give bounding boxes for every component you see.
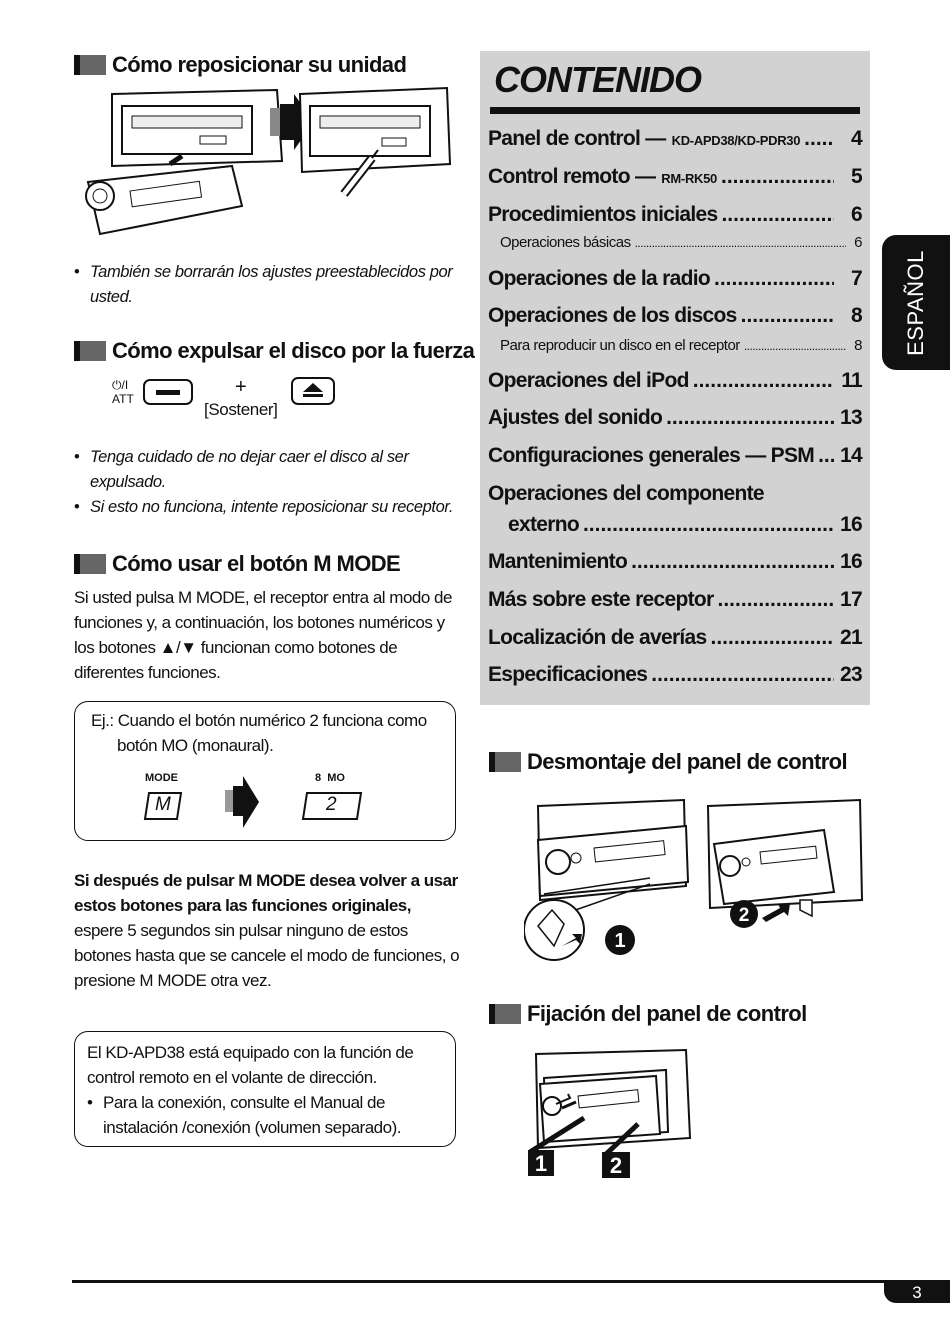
m-key-label: M bbox=[155, 794, 171, 815]
attach-illustration bbox=[526, 1048, 696, 1178]
toc-label: Panel de control — bbox=[488, 127, 666, 150]
example-box bbox=[74, 701, 456, 841]
toc-leader bbox=[741, 304, 834, 328]
mmode-body: Si usted pulsa M MODE, el receptor entra al modo de funciones y, a continuación, los botones numéricos y los botones ▲/▼ funcionan como botones de diferentes funciones. bbox=[74, 588, 452, 682]
detach-illustration bbox=[524, 796, 868, 968]
section-heading-mmode bbox=[74, 551, 400, 577]
toc-label: Más sobre este receptor bbox=[488, 588, 714, 611]
toc-page: 4 bbox=[851, 127, 862, 150]
eject-button-icon bbox=[290, 376, 336, 406]
note-text: Si esto no funciona, intente reposicionar su receptor. bbox=[90, 498, 454, 516]
remote-info-bullet: • Para la conexión, consulte el Manual de instalación /conexión (volumen separado). bbox=[87, 1090, 451, 1140]
language-label: ESPAÑOL bbox=[903, 249, 928, 356]
toc-page: 16 bbox=[840, 513, 862, 536]
toc-page: 11 bbox=[841, 369, 862, 392]
note-text: También se borrarán los ajustes preestablecidos por usted. bbox=[90, 263, 453, 306]
example-line-2: botón MO (monaural). bbox=[117, 736, 274, 755]
toc-page: 14 bbox=[840, 444, 862, 467]
toc-entry[interactable] bbox=[488, 444, 862, 468]
mo-label: 8 MO bbox=[315, 772, 345, 784]
mmode-return-text bbox=[74, 868, 462, 993]
remote-info-text: El KD-APD38 está equipado con la función de control remoto en el volante de dirección. bbox=[87, 1043, 414, 1087]
toc-label: Ajustes del sonido bbox=[488, 406, 663, 429]
toc-rule bbox=[490, 107, 860, 114]
section-heading-eject bbox=[74, 338, 474, 364]
minus-button-icon bbox=[142, 378, 194, 406]
toc-entry[interactable] bbox=[488, 165, 862, 189]
toc-leader bbox=[631, 550, 834, 574]
toc-label: Operaciones de la radio bbox=[488, 267, 710, 290]
toc-label: externo bbox=[508, 513, 579, 536]
section-heading-attach bbox=[489, 1001, 807, 1027]
toc-leader bbox=[718, 588, 834, 612]
toc-model: KD-APD38/KD-PDR30 bbox=[671, 133, 801, 148]
toc-entry[interactable] bbox=[488, 267, 862, 291]
section-marker-icon bbox=[489, 1004, 521, 1024]
toc-leader bbox=[818, 444, 834, 468]
right-arrow-icon bbox=[225, 776, 261, 828]
toc-page: 21 bbox=[840, 626, 862, 649]
toc-subentry[interactable] bbox=[500, 234, 862, 251]
section-title: Cómo usar el botón M MODE bbox=[112, 551, 401, 576]
section-marker-icon bbox=[74, 341, 106, 361]
toc-entry-continued[interactable] bbox=[508, 513, 862, 537]
section-heading-reposition bbox=[74, 52, 406, 78]
toc-page: 8 bbox=[851, 304, 862, 327]
toc-model: RM-RK50 bbox=[661, 171, 717, 186]
toc-page: 8 bbox=[854, 337, 862, 354]
toc-label: Configuraciones generales — PSM bbox=[488, 444, 815, 467]
attach-step-2: 2 bbox=[609, 1153, 623, 1178]
section-heading-detach bbox=[489, 749, 847, 775]
toc-leader bbox=[651, 663, 834, 687]
power-att-label: ⏻/I bbox=[112, 378, 129, 392]
toc-page: 5 bbox=[851, 165, 862, 188]
section-title: Fijación del panel de control bbox=[527, 1001, 807, 1026]
section-marker-icon bbox=[74, 55, 106, 75]
toc-leader bbox=[711, 626, 834, 650]
bullet-text: Para la conexión, consulte el Manual de instalación /conexión (volumen separado). bbox=[103, 1093, 401, 1137]
toc-page: 17 bbox=[840, 588, 862, 611]
toc-label: Operaciones del iPod bbox=[488, 369, 689, 392]
toc-page: 7 bbox=[851, 267, 862, 290]
page-number: 3 bbox=[884, 1283, 950, 1303]
att-sub-label: ATT bbox=[112, 392, 134, 406]
toc-leader bbox=[635, 236, 846, 250]
section-title: Desmontaje del panel de control bbox=[527, 749, 848, 774]
toc-label: Especificaciones bbox=[488, 663, 648, 686]
toc-leader bbox=[744, 339, 846, 353]
attach-step-1: 1 bbox=[534, 1151, 548, 1176]
toc-leader bbox=[693, 369, 834, 393]
toc-entry[interactable] bbox=[488, 550, 862, 574]
section-marker-icon bbox=[74, 554, 106, 574]
toc-entry[interactable] bbox=[488, 127, 862, 151]
bold-instruction: Si después de pulsar M MODE desea volver a usar estos botones para las funciones originales, bbox=[74, 871, 458, 915]
detach-step-2: 2 bbox=[738, 905, 750, 926]
toc-page: 13 bbox=[840, 406, 862, 429]
eject-notes: • Tenga cuidado de no dejar caer el disco al ser expulsado. • Si esto no funciona, intente reposicionar su receptor. bbox=[74, 445, 464, 520]
toc-label: Localización de averías bbox=[488, 626, 707, 649]
note-text: Tenga cuidado de no dejar caer el disco al ser expulsado. bbox=[90, 448, 409, 491]
toc-entry[interactable] bbox=[488, 663, 862, 687]
toc-title: CONTENIDO bbox=[494, 59, 701, 100]
section-marker-icon bbox=[489, 752, 521, 772]
toc-subentry[interactable] bbox=[500, 337, 862, 354]
toc-entry[interactable] bbox=[488, 626, 862, 650]
toc-leader bbox=[721, 165, 834, 189]
remote-info-box bbox=[74, 1031, 456, 1147]
toc-leader bbox=[666, 406, 834, 430]
toc-label: Procedimientos iniciales bbox=[488, 203, 718, 226]
detach-step-1: 1 bbox=[614, 930, 626, 952]
toc-label: Operaciones del componente bbox=[488, 482, 764, 505]
reposition-note: • También se borrarán los ajustes preestablecidos por usted. bbox=[74, 260, 454, 310]
toc-label: Operaciones de los discos bbox=[488, 304, 737, 327]
toc-entry[interactable] bbox=[488, 588, 862, 612]
att-label bbox=[112, 378, 134, 406]
language-tab bbox=[882, 235, 950, 370]
section-title: Cómo expulsar el disco por la fuerza bbox=[112, 338, 475, 363]
toc-entry[interactable] bbox=[488, 304, 862, 328]
toc-entry[interactable] bbox=[488, 369, 862, 393]
toc-label: Operaciones básicas bbox=[500, 234, 631, 251]
number-2-key-label: 2 bbox=[326, 794, 337, 815]
example-line-1: Ej.: Cuando el botón numérico 2 funciona como bbox=[91, 711, 427, 730]
footer-rule bbox=[72, 1280, 950, 1283]
toc-label: Control remoto — bbox=[488, 165, 656, 188]
toc-entry[interactable] bbox=[488, 203, 862, 227]
table-of-contents bbox=[480, 51, 870, 705]
toc-page: 23 bbox=[840, 663, 862, 686]
section-title: Cómo reposicionar su unidad bbox=[112, 52, 407, 77]
toc-page: 6 bbox=[854, 234, 862, 251]
toc-entry[interactable] bbox=[488, 406, 862, 430]
plus-sign: + bbox=[235, 376, 247, 398]
toc-leader bbox=[804, 127, 834, 151]
toc-page: 16 bbox=[840, 550, 862, 573]
toc-leader bbox=[583, 513, 834, 537]
reposition-illustration bbox=[82, 86, 454, 236]
mode-label: MODE bbox=[145, 772, 178, 784]
toc-page: 6 bbox=[851, 203, 862, 226]
rest-instruction: espere 5 segundos sin pulsar ninguno de estos botones hasta que se cancele el modo de funciones, o presione M MODE otra vez. bbox=[74, 921, 460, 990]
toc-entry[interactable] bbox=[488, 482, 862, 506]
toc-leader bbox=[714, 267, 834, 291]
toc-label: Para reproducir un disco en el receptor bbox=[500, 337, 740, 354]
toc-label: Mantenimiento bbox=[488, 550, 628, 573]
toc-leader bbox=[721, 203, 834, 227]
hold-label: [Sostener] bbox=[204, 400, 278, 419]
